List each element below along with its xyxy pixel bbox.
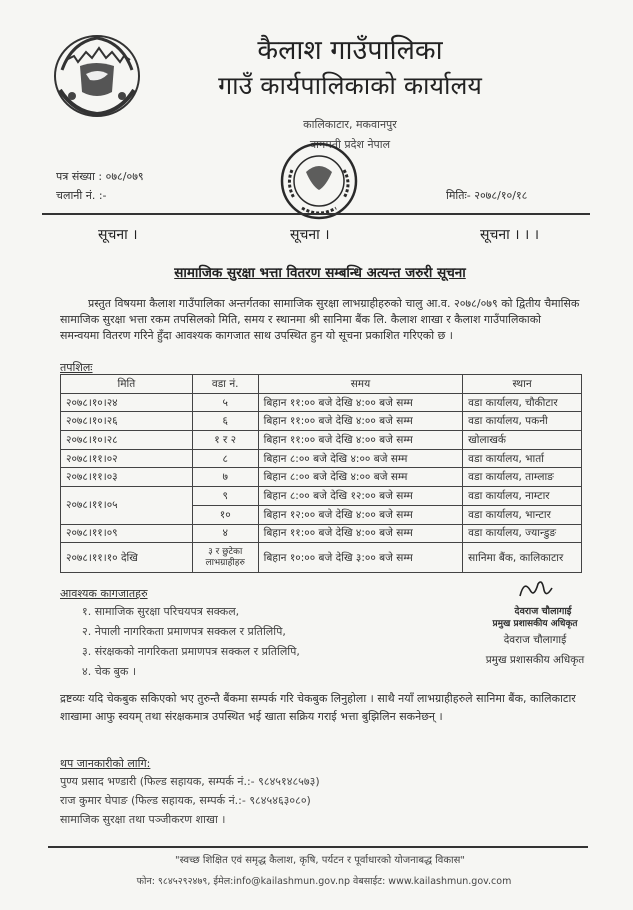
cell-date: २०७८।११।०९	[61, 524, 193, 543]
required-docs-heading: आवश्यक कागजातहरु	[60, 587, 148, 600]
required-doc-item: ४. चेक बुक ।	[82, 665, 137, 678]
signature-stamp-title: प्रमुख प्रशासकीय अधिकृत	[492, 619, 578, 629]
cell-ward: १०	[192, 505, 258, 524]
contacts-heading: थप जानकारीको लागि:	[60, 757, 151, 770]
footer-divider	[48, 846, 588, 848]
required-doc-item: १. सामाजिक सुरक्षा परिचयपत्र सक्कल,	[82, 605, 240, 618]
table-header-row	[61, 375, 582, 394]
required-doc-item: २. नेपाली नागरिकता प्रमाणपत्र सक्कल र प्रतिलिपि,	[82, 625, 286, 638]
footer-contact: फोन: ९८४५२९२४७९, ईमेल:info@kailashmun.gov.np वेबसाईट: www.kailashmun.gov.com	[136, 876, 512, 887]
office-stamp	[278, 140, 360, 222]
cell-time: बिहान ११:०० बजे देखि ४:०० बजे सम्म	[258, 393, 463, 412]
header-divider	[42, 213, 590, 215]
required-doc-item: ३. संरक्षकको नागरिकता प्रमाणपत्र सक्कल र प्रतिलिपि,	[82, 645, 300, 658]
table-row	[61, 543, 582, 573]
signature-stamp-name: देवराज चौलागाई	[514, 606, 572, 617]
col-header-date: मिति	[61, 375, 193, 394]
cell-time: बिहान १०:०० बजे देखि ३:०० बजे सम्म	[258, 543, 463, 573]
cell-place: सानिमा बैंक, कालिकाटार	[463, 543, 582, 573]
cell-time: बिहान ११:०० बजे देखि ४:०० बजे सम्म	[258, 524, 463, 543]
col-header-time: समय	[258, 375, 463, 394]
notice-word-right: सूचना । । ।	[480, 227, 540, 243]
cell-date: २०७८।११।०५	[61, 487, 193, 524]
note-paragraph: द्रष्टव्यः यदि चेकबुक सकिएको भए तुरुन्तै बैंकमा सम्पर्क गरि चेकबुक लिनुहोला । साथै नयाँ लाभग्राहीहरुले सानिमा बैंक, कालिकाटार शाखामा आफु स्वयम् तथा संरक्षकमात्र उपस्थित भई खाता सक्रिय गराई भत्ता बुझिलिन सकनेछन् ।	[60, 692, 576, 723]
cell-date: २०७८।११।०३	[61, 468, 193, 487]
address-line-2: बागमती प्रदेश नेपाल	[309, 138, 391, 151]
cell-time: बिहान ११:०० बजे देखि ४:०० बजे सम्म	[258, 431, 463, 450]
contact-line: राज कुमार घेपाङ (फिल्ड सहायक, सम्पर्क नं.:- ९८४५४६३०८०)	[60, 794, 311, 807]
cell-date: २०७८।११।०२	[61, 449, 193, 468]
col-header-ward: वडा नं.	[192, 375, 258, 394]
table-row	[61, 412, 582, 431]
cell-ward: ७	[192, 468, 258, 487]
cell-time: बिहान ८:०० बजे देखि ४:०० बजे सम्म	[258, 468, 463, 487]
contact-line: पुण्य प्रसाद भण्डारी (फिल्ड सहायक, सम्पर्क नं.:- ९८४५१४८५७३)	[60, 775, 320, 788]
cell-time: बिहान ८:०० बजे देखि ४:०० बजे सम्म	[258, 449, 463, 468]
notice-title: सामाजिक सुरक्षा भत्ता वितरण सम्बन्धि अत्यन्त जरुरी सूचना	[174, 265, 466, 281]
cell-time: बिहान १२:०० बजे देखि ४:०० बजे सम्म	[258, 505, 463, 524]
cell-time: बिहान ८:०० बजे देखि १२:०० बजे सम्म	[258, 487, 463, 506]
cell-time: बिहान ११:०० बजे देखि ४:०० बजे सम्म	[258, 412, 463, 431]
handwritten-signature	[516, 576, 556, 604]
contact-line: सामाजिक सुरक्षा तथा पञ्जीकरण शाखा ।	[60, 813, 226, 826]
cell-ward: ४	[192, 524, 258, 543]
table-row	[61, 487, 582, 506]
cell-date: २०७८।१०।२४	[61, 393, 193, 412]
signatory-name: देवराज चौलागाई	[503, 634, 567, 646]
intro-paragraph: प्रस्तुत विषयमा कैलाश गाउँपालिका अन्तर्गतका सामाजिक सुरक्षा लाभग्राहीहरुको चालु आ.व. २०७८/०७९ को द्वितीय चैमासिक सामाजिक सुरक्षा भत्ता रकम तपसिलको मिति, समय र स्थानमा श्री सानिमा बैंक लि. कैलाश शाखा र कैलाश गाउँपालिकाको समन्वयमा वितरण गरिने हुँदा आवश्यक कागजात साथ उपस्थित हुन यो सूचना प्रकाशित गरिएको छ ।	[60, 297, 580, 342]
table-row	[61, 524, 582, 543]
cell-date: २०७८।१०।२८	[61, 431, 193, 450]
cell-place: वडा कार्यालय, चौकीटार	[463, 393, 582, 412]
dispatch-number: चलानी नं. :-	[56, 189, 107, 202]
footer-slogan: "स्वच्छ शिक्षित एवं समृद्ध कैलाश, कृषि, पर्यटन र पूर्वाधारको योजनाबद्ध विकास"	[175, 855, 465, 866]
cell-ward: ९	[192, 487, 258, 506]
table-row	[61, 431, 582, 450]
cell-place: वडा कार्यालय, ज्यान्डुङ	[463, 524, 582, 543]
cell-date: २०७८।११।१० देखि	[61, 543, 193, 573]
cell-place: वडा कार्यालय, ताम्लाङ	[463, 468, 582, 487]
notice-word-left: सूचना ।	[98, 227, 138, 243]
table-row	[61, 449, 582, 468]
notice-word-center: सूचना ।	[290, 227, 330, 243]
schedule-label: तपशिलः	[60, 361, 93, 374]
cell-ward: १ र २	[192, 431, 258, 450]
cell-place: वडा कार्यालय, नाम्टार	[463, 487, 582, 506]
cell-place: वडा कार्यालय, भान्टार	[463, 505, 582, 524]
signatory-title: प्रमुख प्रशासकीय अधिकृत	[485, 654, 585, 666]
org-name: कैलाश गाउँपालिका	[257, 35, 443, 66]
cell-date: २०७८।१०।२६	[61, 412, 193, 431]
cell-ward: ५	[192, 393, 258, 412]
col-header-place: स्थान	[463, 375, 582, 394]
cell-ward: ६	[192, 412, 258, 431]
nepal-emblem-logo	[52, 30, 142, 120]
table-row	[61, 468, 582, 487]
cell-place: खोलाखर्क	[463, 431, 582, 450]
cell-place: वडा कार्यालय, पकनी	[463, 412, 582, 431]
cell-ward: ८	[192, 449, 258, 468]
letter-number: पत्र संख्या : ०७८/०७९	[56, 170, 144, 183]
letter-date: मितिः- २०७८/१०/१८	[446, 189, 528, 202]
cell-ward: ३ र छुटेका लाभग्राहीहरु	[192, 543, 258, 573]
address-line-1: कालिकाटार, मकवानपुर	[303, 118, 397, 131]
office-name: गाउँ कार्यपालिकाको कार्यालय	[218, 71, 482, 100]
cell-place: वडा कार्यालय, भार्ता	[463, 449, 582, 468]
table-row	[61, 393, 582, 412]
distribution-schedule-table	[60, 374, 582, 573]
